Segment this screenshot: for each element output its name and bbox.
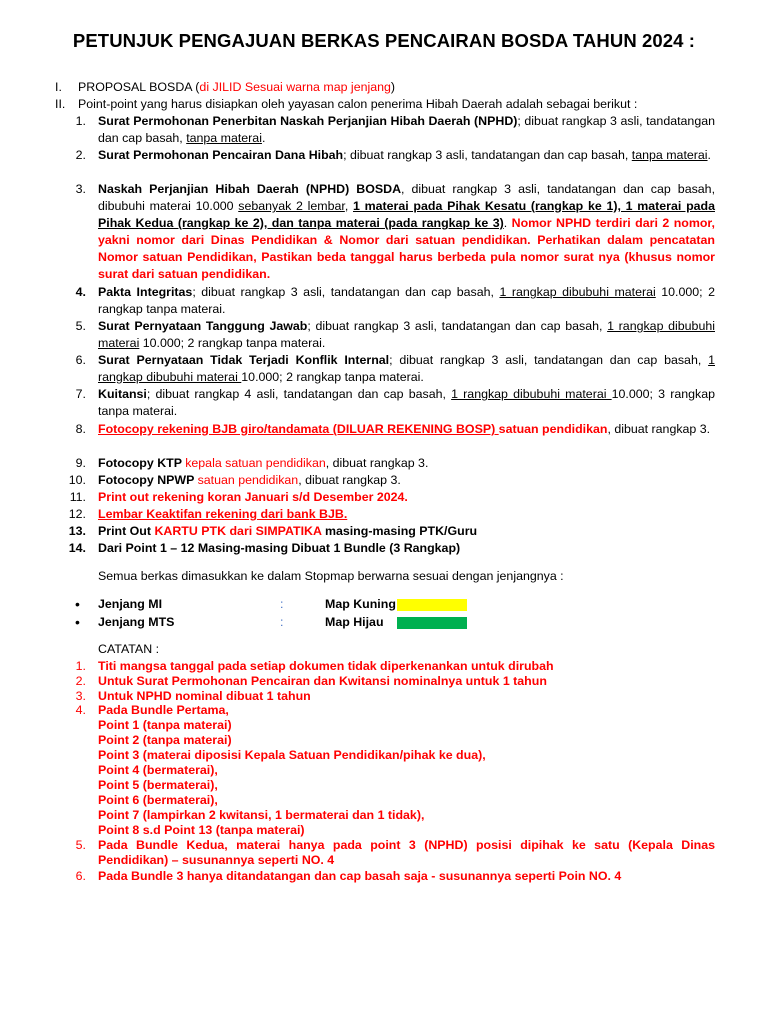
note-text: Titi mangsa tanggal pada setiap dokumen tidak diperkenankan untuk dirubah <box>98 659 554 673</box>
list-item-number: 7. <box>75 387 86 401</box>
list-item-number: 2. <box>75 148 86 162</box>
list-item-text: Kuitansi; dibuat rangkap 4 asli, tandatangan dan cap basah, 1 rangkap dibubuhi materai 10.000; 3 rangkap tanpa materai. <box>98 387 715 418</box>
note-number: 2. <box>75 674 86 688</box>
list-item-number: 1. <box>75 114 86 128</box>
bullet-icon: • <box>75 596 80 612</box>
bundle-line: Point 8 s.d Point 13 (tanpa materai) <box>98 823 305 837</box>
list-item-number: 6. <box>75 353 86 367</box>
note-text: Untuk Surat Permohonan Pencairan dan Kwitansi nominalnya untuk 1 tahun <box>98 674 547 688</box>
list-item-number: 10. <box>68 473 86 487</box>
section-1-number: I. <box>55 80 62 94</box>
note-text: Pada Bundle 3 hanya ditandatangan dan cap basah saja - susunannya seperti Poin NO. 4 <box>98 869 622 883</box>
bundle-line: Pada Bundle Pertama, <box>98 703 229 717</box>
jenjang-label: Jenjang MI <box>98 597 163 611</box>
note-text <box>98 703 486 838</box>
note-number: 6. <box>75 869 86 883</box>
map-label: Map Kuning <box>325 597 396 611</box>
nphd-red-note: Nomor NPHD terdiri dari 2 nomor, yakni nomor dari Dinas Pendidikan & Nomor dari satuan pendidikan. Perhatikan dalam pencatatan Nomor satuan Pendidikan, Pastikan beda tanggal harus berbeda pula nomor surat nya (khusus nomor surat dari satuan pendidikan. <box>98 216 715 281</box>
list-item-text: Fotocopy NPWP satuan pendidikan, dibuat rangkap 3. <box>98 473 401 487</box>
list-item-number: 14. <box>68 541 86 555</box>
list-item-number: 4. <box>75 285 86 299</box>
note-number: 4. <box>75 703 86 717</box>
note-number: 5. <box>75 838 86 852</box>
section-2-text: Point-point yang harus disiapkan oleh yayasan calon penerima Hibah Daerah adalah sebagai berikut : <box>78 97 638 111</box>
document-page: PETUNJUK PENGAJUAN BERKAS PENCAIRAN BOSDA TAHUN 2024 : I. PROPOSAL BOSDA (di JILID Sesuai warna map jenjang) II. Point-point yang harus disiapkan oleh yayasan calon penerima Hibah Daerah adalah sebagai berikut : 1. Surat Permohonan Penerbitan Naskah Perjanjian Hibah Daerah (NPHD); dibuat rangkap 3 asli, tandatangan dan cap basah, tanpa materai. 2. Surat Permohonan Pencairan Dana Hibah; dibuat rangkap 3 asli, tandatangan dan cap basah, tanpa materai. 3. Naskah Perjanjian Hibah Daerah (NPHD) BOSDA, dibuat rangkap 3 asli, tandatangan dan cap basah, dibubuhi materai 10.000 sebanyak 2 lembar, 1 materai pada Pihak Kesatu (rangkap ke 1), 1 materai pada Pihak Kedua (rangkap ke 2), dan tanpa materai (pada rangkap ke 3). Nomor NPHD terdiri dari 2 nomor, yakni nomor dari Dinas Pendidikan & Nomor dari satuan pendidikan. Perhatikan dalam pencatatan Nomor satuan Pendidikan, Pastikan beda tanggal harus berbeda pula nomor surat nya (khusus nomor surat dari satuan pendidikan. 4. Pakta Integritas; dibuat rangkap 3 asli, tandatangan dan cap basah, 1 rangkap dibubuhi materai 10.000; 2 rangkap tanpa materai. 5. Surat Pernyataan Tanggung Jawab; dibuat rangkap 3 asli, tandatangan dan cap basah, 1 rangkap dibubuhi materai 10.000; 2 rangkap tanpa materai. 6. Surat Pernyataan Tidak Terjadi Konflik Internal; dibuat rangkap 3 asli, tandatangan dan cap basah, 1 rangkap dibubuhi materai 10.000; 2 rangkap tanpa materai. 7. Kuitansi; dibuat rangkap 4 asli, tandatangan dan cap basah, 1 rangkap dibubuhi materai 10.000; 3 rangkap tanpa materai. 8. Fotocopy rekening BJB giro/tandamata (DILUAR REKENING BOSP) satuan pendidikan, dibuat rangkap 3. 9. Fotocopy KTP kepala satuan pendidikan, dibuat rangkap 3. 10. Fotocopy NPWP satuan pendidikan, dibuat rangkap 3. 11. Print out rekening koran Januari s/d Desember 2024. 12. Lembar Keaktifan rekening dari bank BJB. 13. Print Out KARTU PTK dari SIMPATIKA masing-masing PTK/Guru 14. Dari Point 1 – 12 Masing-masing Dibuat 1 Bundle (3 Rangkap) Semua berkas dimasukkan ke dalam Stopmap berwarna sesuai dengan jenjangnya : • Jenjang MI : Map Kuning • Jenjang MTS : Map Hijau CATATAN : 1. Titi mangsa tanggal pada setiap dokumen tidak diperkenankan untuk dirubah 2. Untuk Surat Permohonan Pencairan dan Kwitansi nominalnya untuk 1 tahun 3. Untuk NPHD nominal dibuat 1 tahun 4. Pada Bundle Pertama, Point 1 (tanpa materai) Point 2 (tanpa materai) Point 3 (materai diposisi Kepala Satuan Pendidikan/pihak ke dua), Point 4 (bermaterai), Point 5 (bermaterai), Point 6 (bermaterai), Point 7 (lampirkan 2 kwitansi, 1 bermaterai dan 1 tidak), Point 8 s.d Point 13 (tanpa materai) 5. Pada Bundle Kedua, materai hanya pada point 3 (NPHD) posisi dipihak ke satu (Kepala Dinas Pendidikan) – susunannya seperti NO. 4 6. Pada Bundle 3 hanya ditandatangan dan cap basah saja - susunannya seperti Poin NO. 4 <box>0 0 768 1024</box>
list-item-text: Print out rekening koran Januari s/d Desember 2024. <box>98 490 408 504</box>
map-label: Map Hijau <box>325 615 384 629</box>
bundle-line: Point 6 (bermaterai), <box>98 793 218 807</box>
section-1-text: PROPOSAL BOSDA (di JILID Sesuai warna map jenjang) <box>78 80 396 94</box>
yellow-color-swatch <box>397 599 467 611</box>
note-number: 3. <box>75 689 86 703</box>
list-item-text: Pakta Integritas; dibuat rangkap 3 asli, tandatangan dan cap basah, 1 rangkap dibubuhi materai 10.000; 2 rangkap tanpa materai. <box>98 285 715 316</box>
list-item-text: Fotocopy KTP kepala satuan pendidikan, dibuat rangkap 3. <box>98 456 429 470</box>
list-item-text: Surat Pernyataan Tidak Terjadi Konflik Internal; dibuat rangkap 3 asli, tandatangan dan cap basah, 1 rangkap dibubuhi materai 10.000; 2 rangkap tanpa materai. <box>98 353 715 384</box>
list-item-text: Surat Permohonan Pencairan Dana Hibah; dibuat rangkap 3 asli, tandatangan dan cap basah, tanpa materai. <box>98 148 711 162</box>
list-item-text: Dari Point 1 – 12 Masing-masing Dibuat 1 Bundle (3 Rangkap) <box>98 541 461 555</box>
bundle-line: Point 2 (tanpa materai) <box>98 733 232 747</box>
list-item-text: Fotocopy rekening BJB giro/tandamata (DILUAR REKENING BOSP) satuan pendidikan, dibuat rangkap 3. <box>98 422 711 436</box>
list-item-text: Surat Permohonan Penerbitan Naskah Perjanjian Hibah Daerah (NPHD); dibuat rangkap 3 asli, tandatangan dan cap basah, tanpa materai. <box>98 114 715 145</box>
note-text: Pada Bundle Kedua, materai hanya pada point 3 (NPHD) posisi dipihak ke satu (Kepala Dinas Pendidikan) – susunannya seperti NO. 4 <box>98 838 715 867</box>
note-number: 1. <box>75 659 86 673</box>
bundle-line: Point 5 (bermaterai), <box>98 778 218 792</box>
bundle-line: Point 1 (tanpa materai) <box>98 718 232 732</box>
list-item-number: 9. <box>75 456 86 470</box>
document-title: PETUNJUK PENGAJUAN BERKAS PENCAIRAN BOSDA TAHUN 2024 : <box>72 30 696 51</box>
bundle-line: Point 3 (materai diposisi Kepala Satuan Pendidikan/pihak ke dua), <box>98 748 486 762</box>
list-item-number: 5. <box>75 319 86 333</box>
list-item-text: Lembar Keaktifan rekening dari bank BJB. <box>98 507 348 521</box>
list-item-number: 13. <box>68 524 86 538</box>
section-1-red-note: di JILID Sesuai warna map jenjang <box>199 80 391 94</box>
list-item-text: Surat Pernyataan Tanggung Jawab; dibuat rangkap 3 asli, tandatangan dan cap basah, 1 rangkap dibubuhi materai 10.000; 2 rangkap tanpa materai. <box>98 319 715 350</box>
green-color-swatch <box>397 617 467 629</box>
note-text: Untuk NPHD nominal dibuat 1 tahun <box>98 689 311 703</box>
list-item-text: Naskah Perjanjian Hibah Daerah (NPHD) BOSDA, dibuat rangkap 3 asli, tandatangan dan cap basah, dibubuhi materai 10.000 sebanyak 2 lembar, 1 materai pada Pihak Kesatu (rangkap ke 1), 1 materai pada Pihak Kedua (rangkap ke 2), dan tanpa materai (pada rangkap ke 3). Nomor NPHD terdiri dari 2 nomor, yakni nomor dari Dinas Pendidikan & Nomor dari satuan pendidikan. Perhatikan dalam pencatatan Nomor satuan Pendidikan, Pastikan beda tanggal harus berbeda pula nomor surat nya (khusus nomor surat dari satuan pendidikan. <box>98 182 716 281</box>
section-2-number: II. <box>55 97 66 111</box>
bundle-line: Point 4 (bermaterai), <box>98 763 218 777</box>
list-item-number: 11. <box>69 490 86 504</box>
jenjang-colon: : <box>280 615 284 629</box>
bundle-line: Point 7 (lampirkan 2 kwitansi, 1 bermaterai dan 1 tidak), <box>98 808 425 822</box>
list-item-text: Print Out KARTU PTK dari SIMPATIKA masing-masing PTK/Guru <box>98 524 478 538</box>
list-item-number: 3. <box>75 182 86 196</box>
list-item-number: 12. <box>68 507 86 521</box>
jenjang-colon: : <box>280 597 284 611</box>
jenjang-label: Jenjang MTS <box>98 615 175 629</box>
list-item-number: 8. <box>75 422 86 436</box>
bullet-icon: • <box>75 614 80 630</box>
